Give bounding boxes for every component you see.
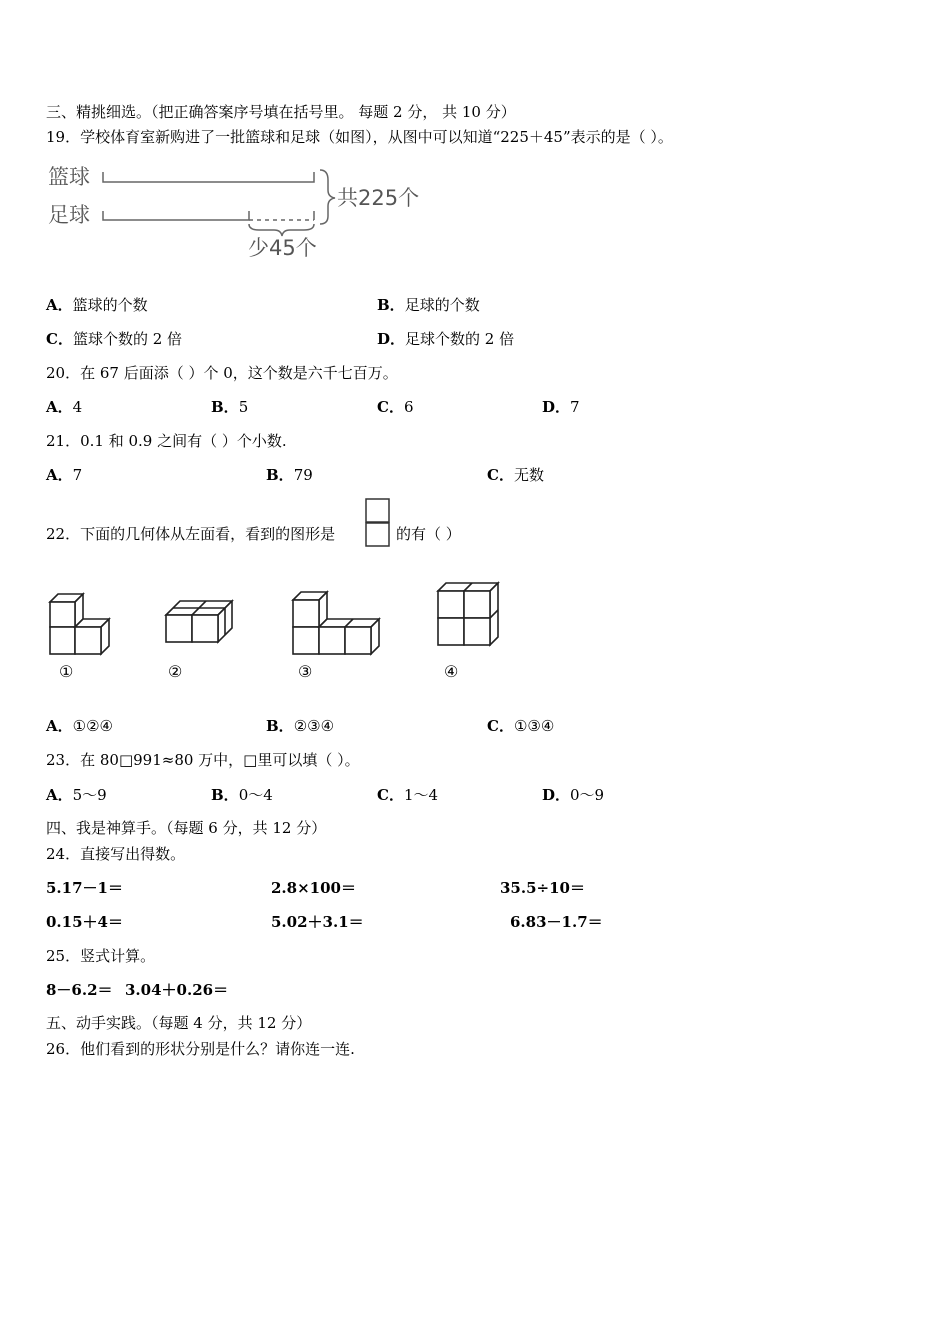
q23-option-a[interactable]: A．5～9 xyxy=(46,786,107,804)
q19-option-c[interactable]: C．篮球个数的 2 倍 xyxy=(46,330,183,348)
q21-option-c[interactable]: C．无数 xyxy=(487,466,544,484)
solid-label-1: ① xyxy=(59,662,74,681)
q22-option-c[interactable]: C．①③④ xyxy=(487,717,555,735)
q20-option-c[interactable]: C．6 xyxy=(377,398,414,416)
solid-3 xyxy=(293,592,379,654)
q20-option-d[interactable]: D．7 xyxy=(542,398,580,416)
basketball-label: 篮球 xyxy=(48,165,90,189)
vertical-calc-item: 3.04＋0.26＝ xyxy=(125,981,229,999)
q19-option-d[interactable]: D．足球个数的 2 倍 xyxy=(377,330,515,348)
calc-item: 5.02＋3.1＝ xyxy=(271,913,364,931)
total-label: 共225个 xyxy=(337,186,420,210)
calc-item: 35.5÷10＝ xyxy=(500,879,585,897)
section-4-title: 四、我是神算手。（每题 6 分，共 12 分） xyxy=(46,819,327,837)
section-3-title: 三、精挑细选。（把正确答案序号填在括号里。 每题 2 分， 共 10 分） xyxy=(46,103,516,121)
question-21-stem: 21．0.1 和 0.9 之间有（ ）个小数. xyxy=(46,432,287,450)
solid-label-2: ② xyxy=(168,662,183,681)
calc-item: 6.83－1.7＝ xyxy=(510,913,603,931)
q21-option-b[interactable]: B．79 xyxy=(266,466,313,484)
left-view-shape xyxy=(365,498,391,550)
solid-1 xyxy=(50,594,109,654)
q22-option-b[interactable]: B．②③④ xyxy=(266,717,335,735)
q19-bar-diagram xyxy=(46,160,446,260)
question-24-stem: 24．直接写出得数。 xyxy=(46,845,186,863)
q23-option-d[interactable]: D．0～9 xyxy=(542,786,605,804)
q23-option-b[interactable]: B．0～4 xyxy=(211,786,273,804)
less-brace xyxy=(249,224,314,236)
q20-option-b[interactable]: B．5 xyxy=(211,398,249,416)
calc-item: 0.15＋4＝ xyxy=(46,913,123,931)
question-23-stem: 23．在 80□991≈80 万中，□里可以填（ ）。 xyxy=(46,751,360,769)
q22-option-a[interactable]: A．①②④ xyxy=(46,717,113,735)
section-5-title: 五、动手实践。（每题 4 分，共 12 分） xyxy=(46,1014,312,1032)
q19-option-a[interactable]: A．篮球的个数 xyxy=(46,296,148,314)
solid-label-3: ③ xyxy=(298,662,313,681)
football-bar xyxy=(103,211,249,220)
q21-option-a[interactable]: A．7 xyxy=(46,466,83,484)
basketball-bar xyxy=(103,172,314,182)
solid-2 xyxy=(166,601,232,642)
solid-4 xyxy=(438,583,498,645)
calc-item: 5.17－1＝ xyxy=(46,879,123,897)
q23-option-c[interactable]: C．1～4 xyxy=(377,786,439,804)
question-19-stem: 19．学校体育室新购进了一批篮球和足球（如图），从图中可以知道“225＋45”表示的是（ ）。 xyxy=(46,128,673,146)
question-22-stem-b: 的有（ ） xyxy=(396,525,461,543)
total-brace xyxy=(320,170,335,224)
football-label: 足球 xyxy=(48,203,90,227)
less-label: 少45个 xyxy=(248,236,317,260)
calc-item: 2.8×100＝ xyxy=(271,879,356,897)
vertical-calc-item: 8－6.2＝ xyxy=(46,981,113,999)
question-20-stem: 20．在 67 后面添（ ）个 0，这个数是六千七百万。 xyxy=(46,364,398,382)
question-26-stem: 26．他们看到的形状分别是什么？请你连一连. xyxy=(46,1040,355,1058)
solid-label-4: ④ xyxy=(444,662,459,681)
q20-option-a[interactable]: A．4 xyxy=(46,398,83,416)
q19-option-b[interactable]: B．足球的个数 xyxy=(377,296,480,314)
question-22-stem-a: 22．下面的几何体从左面看，看到的图形是 xyxy=(46,525,336,543)
question-25-stem: 25．竖式计算。 xyxy=(46,947,156,965)
